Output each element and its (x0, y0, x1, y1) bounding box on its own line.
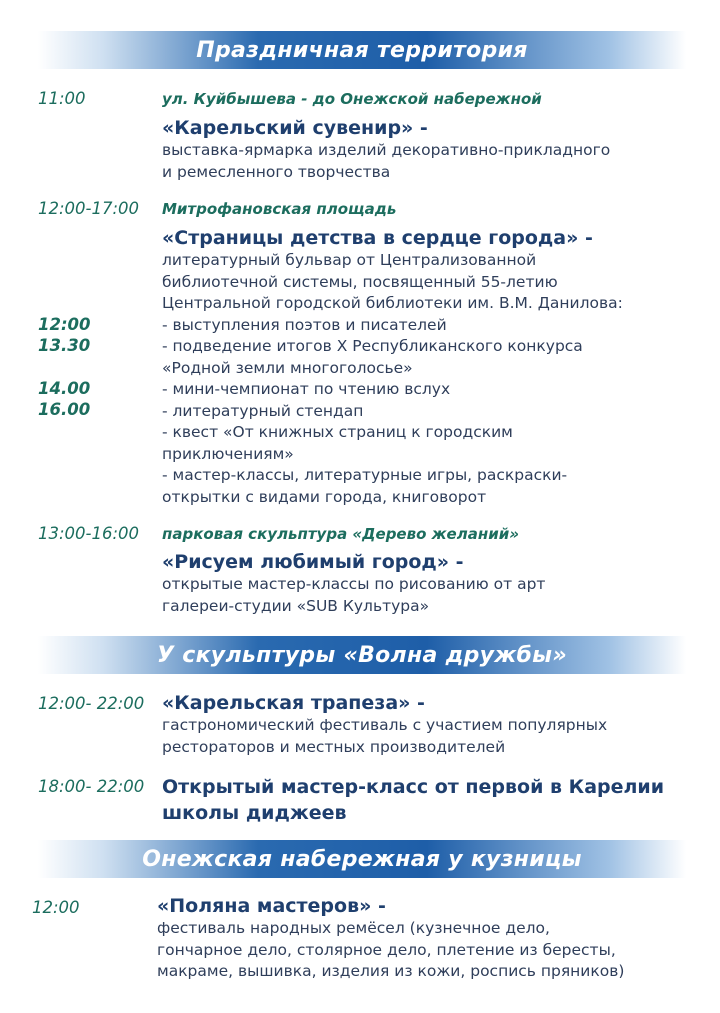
event-description (162, 715, 607, 758)
section-banner-friendship-wave (38, 636, 686, 674)
description-line: рестораторов и местных производителей (162, 737, 506, 756)
event-title: «Поляна мастеров» - (157, 895, 386, 917)
event-title (162, 774, 664, 826)
event-time: 12:00- 22:00 (38, 694, 145, 713)
event-title: «Рисуем любимый город» - (162, 551, 464, 573)
event-place: Митрофановская площадь (162, 200, 397, 218)
title-line: школы диджеев (162, 802, 347, 824)
event-title: «Страницы детства в сердце города» - (162, 227, 593, 249)
description-line: макраме, вышивка, изделия из кожи, роспись пряников) (157, 962, 625, 980)
description-line: Центральной городской библиотеки им. В.М. Данилова: (162, 294, 623, 312)
event-description (162, 140, 610, 183)
description-line: - мастер-классы, литературные игры, раскраски- (162, 466, 568, 484)
description-line: открытые мастер-классы по рисованию от арт (162, 575, 546, 593)
event-place: парковая скульптура «Дерево желаний» (162, 525, 519, 543)
description-line: - литературный стендап (162, 401, 364, 420)
sub-time: 14.00 (38, 379, 91, 398)
section-title: У скульптуры «Волна дружбы» (157, 642, 567, 668)
event-description (162, 574, 545, 617)
sub-time: 13.30 (38, 336, 91, 355)
description-line: - мини-чемпионат по чтению вслух (162, 380, 451, 398)
section-banner-onega-embankment (38, 840, 686, 878)
event-time: 12:00 (32, 898, 80, 917)
description-line: и ремесленного творчества (162, 162, 391, 181)
event-description (162, 250, 623, 508)
event-title: «Карельский сувенир» - (162, 117, 428, 139)
section-title: Праздничная территория (196, 37, 528, 63)
event-place: ул. Куйбышева - до Онежской набережной (162, 90, 542, 108)
event-title: «Карельская трапеза» - (162, 692, 425, 714)
description-line: выставка-ярмарка изделий декоративно-прикладного (162, 141, 611, 159)
section-title: Онежская набережная у кузницы (142, 846, 582, 872)
description-line: галереи-студии «SUB Культура» (162, 596, 430, 615)
description-line: гастрономический фестиваль с участием популярных (162, 716, 608, 734)
event-time: 11:00 (38, 89, 86, 108)
event-time: 13:00-16:00 (38, 524, 140, 543)
description-line: открытки с видами города, книговорот (162, 487, 487, 506)
description-line: «Родной земли многоголосье» (162, 358, 413, 377)
description-line: - квест «От книжных страниц к городским (162, 423, 513, 441)
section-banner-festive-territory (38, 31, 686, 69)
title-line: Открытый мастер-класс от первой в Карелии (162, 776, 665, 798)
event-time: 12:00-17:00 (38, 199, 140, 218)
event-description (157, 918, 624, 983)
description-line: фестиваль народных ремёсел (кузнечное дело, (157, 919, 550, 937)
event-time: 18:00- 22:00 (38, 777, 145, 796)
description-line: литературный бульвар от Централизованной (162, 251, 537, 269)
sub-time: 16.00 (38, 400, 91, 419)
description-line: гончарное дело, столярное дело, плетение из бересты, (157, 940, 616, 959)
description-line: приключениям» (162, 444, 294, 463)
description-line: - подведение итогов X Республиканского конкурса (162, 337, 583, 355)
description-line: - выступления поэтов и писателей (162, 315, 447, 334)
description-line: библиотечной системы, посвященный 55-летию (162, 272, 558, 291)
sub-time: 12:00 (38, 315, 91, 334)
